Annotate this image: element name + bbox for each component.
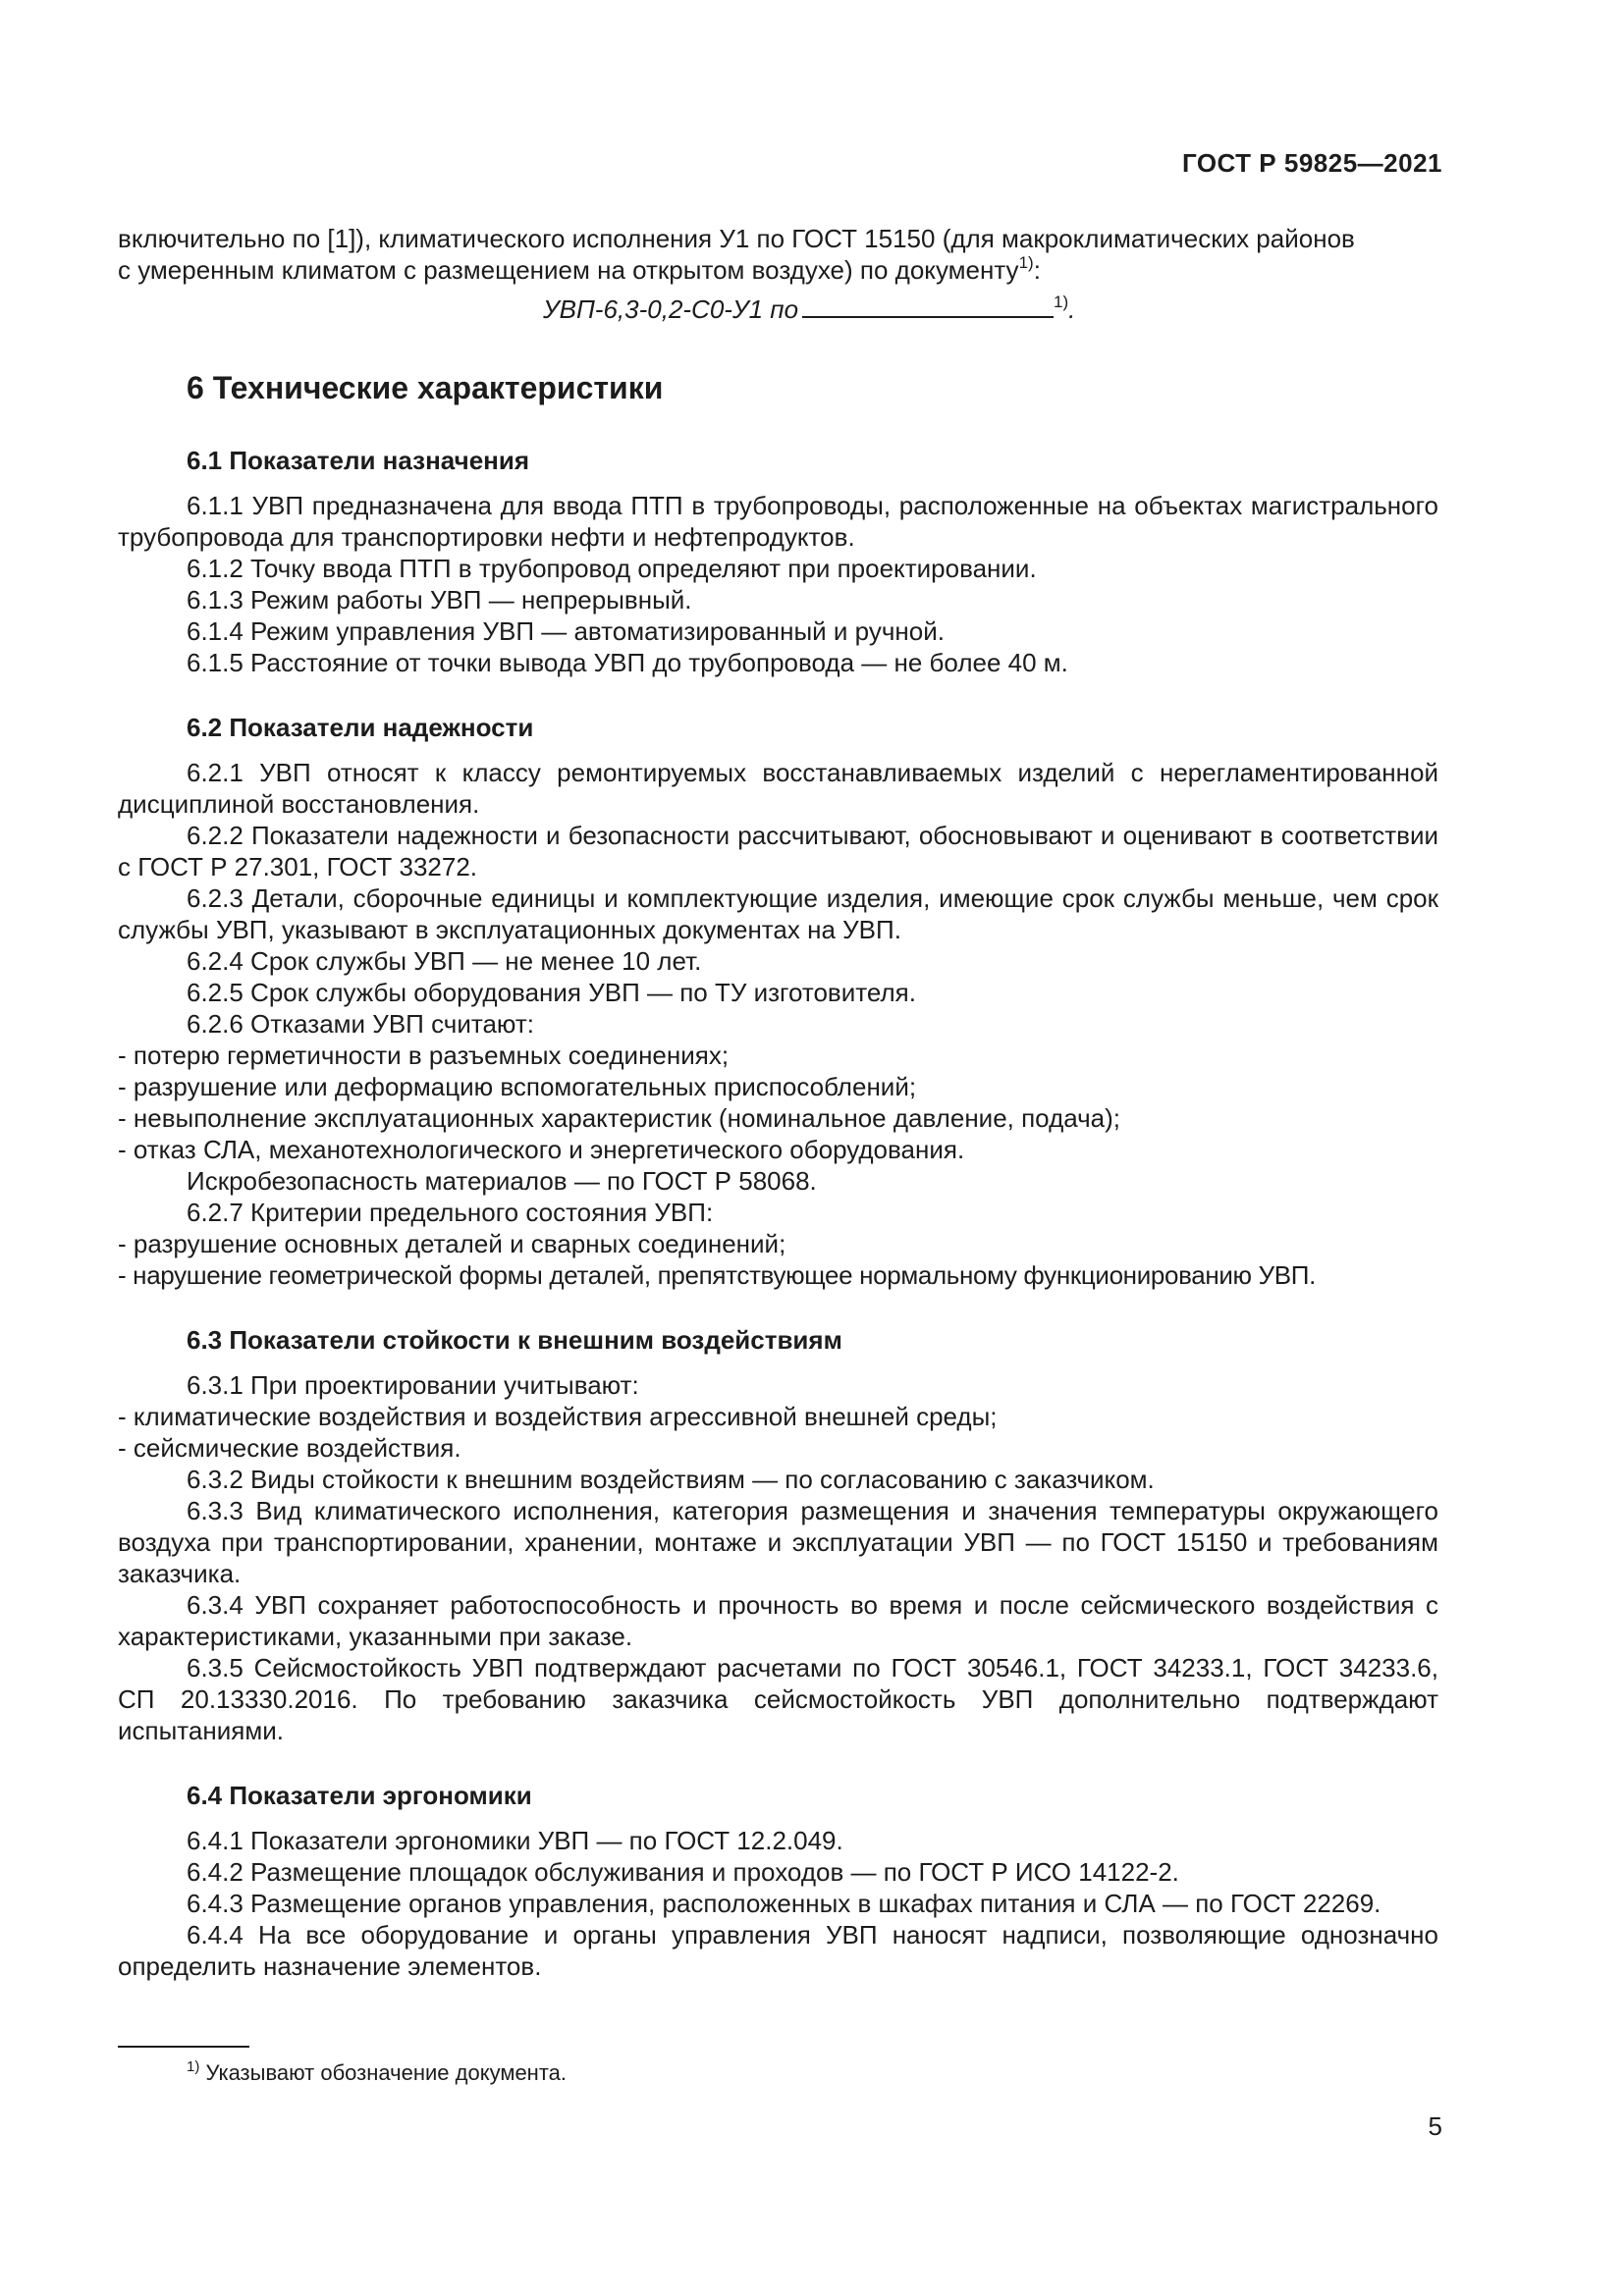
clause-6-2-6: 6.2.6 Отказами УВП считают: (187, 1009, 534, 1039)
clause-6-2-5: 6.2.5 Срок службы оборудования УВП — по ТУ изготовителя. (187, 978, 916, 1007)
list-item: - отказ СЛА, механотехнологического и энергетического оборудования. (118, 1135, 965, 1164)
clause-6-3-1: 6.3.1 При проектировании учитывают: (187, 1370, 639, 1400)
footnote-mark: 1) (187, 2058, 200, 2075)
clause-6-3-4: 6.3.4 УВП сохраняет работоспособность и прочность во время и после сейсмического воздействия с характеристиками, указанными при заказе. (118, 1590, 1438, 1651)
clause-6-1-4: 6.1.4 Режим управления УВП — автоматизированный и ручной. (187, 616, 945, 646)
footnote-ref: 1) (1018, 253, 1034, 272)
list-item: - разрушение или деформацию вспомогательных приспособлений; (118, 1072, 917, 1101)
section-6-3-title: 6.3 Показатели стойкости к внешним воздействиям (187, 1325, 842, 1355)
footnote (187, 2059, 567, 2087)
designation-text: УВП-6,3-0,2-С0-У1 по (543, 294, 799, 324)
designation-end: . (1068, 294, 1076, 324)
section-6-1-title: 6.1 Показатели назначения (187, 446, 530, 475)
intro-line-2: с умеренным климатом с размещением на открытом воздухе) по документу (118, 255, 1019, 285)
clause-6-2-4: 6.2.4 Срок службы УВП — не менее 10 лет. (187, 946, 702, 976)
list-item: - климатические воздействия и воздействия агрессивной внешней среды; (118, 1402, 998, 1431)
clause-6-3-3: 6.3.3 Вид климатического исполнения, категория размещения и значения температуры окружающего воздуха при транспортировании, хранении, монтаже и эксплуатации УВП — по ГОСТ 15150 и требованиям заказчика. (118, 1496, 1438, 1588)
footnote-text: Указывают обозначение документа. (205, 2060, 568, 2085)
spark-safety-note: Искробезопасность материалов — по ГОСТ Р 58068. (187, 1166, 817, 1196)
clause-6-4-3: 6.4.3 Размещение органов управления, расположенных в шкафах питания и СЛА — по ГОСТ 22269. (187, 1889, 1381, 1918)
clause-6-2-2: 6.2.2 Показатели надежности и безопасности рассчитывают, обосновывают и оценивают в соответствии с ГОСТ Р 27.301, ГОСТ 33272. (118, 821, 1438, 881)
clause-6-4-1: 6.4.1 Показатели эргономики УВП — по ГОСТ 12.2.049. (187, 1826, 843, 1855)
clause-6-3-2: 6.3.2 Виды стойкости к внешним воздействиям — по согласованию с заказчиком. (187, 1465, 1155, 1494)
list-item: - нарушение геометрической формы деталей, препятствующее нормальному функционированию УВП. (118, 1260, 1316, 1290)
section-6-4-title: 6.4 Показатели эргономики (187, 1781, 532, 1810)
intro-paragraph (118, 223, 1438, 286)
document-id: ГОСТ Р 59825—2021 (1181, 148, 1442, 178)
section-6-title: 6 Технические характеристики (187, 370, 664, 405)
clause-6-3-5: 6.3.5 Сейсмостойкость УВП подтверждают расчетами по ГОСТ 30546.1, ГОСТ 34233.1, ГОСТ 34233.6, СП 20.13330.2016. По требованию заказчика сейсмостойкость УВП дополнительно подтверждают испытаниями. (118, 1653, 1438, 1745)
list-item: - потерю герметичности в разъемных соединениях; (118, 1041, 730, 1070)
page-number: 5 (1428, 2111, 1442, 2141)
clause-6-2-1: 6.2.1 УВП относят к классу ремонтируемых восстанавливаемых изделий с нерегламентированной дисциплиной восстановления. (118, 758, 1438, 819)
clause-6-1-1: 6.1.1 УВП предназначена для ввода ПТП в трубопроводы, расположенные на объектах магистрального трубопровода для транспортировки нефти и нефтепродуктов. (118, 491, 1438, 552)
clause-6-4-2: 6.4.2 Размещение площадок обслуживания и проходов — по ГОСТ Р ИСО 14122-2. (187, 1857, 1179, 1887)
clause-6-1-3: 6.1.3 Режим работы УВП — непрерывный. (187, 585, 692, 614)
page-content (118, 223, 1438, 1982)
clause-6-2-7: 6.2.7 Критерии предельного состояния УВП: (187, 1198, 714, 1227)
clause-6-1-2: 6.1.2 Точку ввода ПТП в трубопровод определяют при проектировании. (187, 554, 1037, 583)
footnote-ref: 1) (1054, 293, 1069, 311)
designation-blank (802, 294, 1054, 318)
list-item: - разрушение основных деталей и сварных соединений; (118, 1229, 786, 1258)
clause-6-4-4: 6.4.4 На все оборудование и органы управления УВП наносят надписи, позволяющие однозначно определить назначение элементов. (118, 1920, 1438, 1981)
list-item: - невыполнение эксплуатационных характеристик (номинальное давление, подача); (118, 1103, 1121, 1133)
intro-line-2-end: : (1033, 255, 1041, 285)
intro-line-1: включительно по [1]), климатического исполнения У1 по ГОСТ 15150 (для макроклиматических районов (118, 224, 1355, 253)
footnote-divider (118, 2046, 249, 2048)
list-item: - сейсмические воздействия. (118, 1433, 461, 1463)
section-6-2-title: 6.2 Показатели надежности (187, 713, 534, 742)
clause-6-1-5: 6.1.5 Расстояние от точки вывода УВП до трубопровода — не более 40 м. (187, 648, 1068, 677)
clause-6-2-3: 6.2.3 Детали, сборочные единицы и комплектующие изделия, имеющие срок службы меньше, чем срок службы УВП, указывают в эксплуатационных документах на УВП. (118, 883, 1438, 944)
product-designation (118, 294, 1438, 325)
